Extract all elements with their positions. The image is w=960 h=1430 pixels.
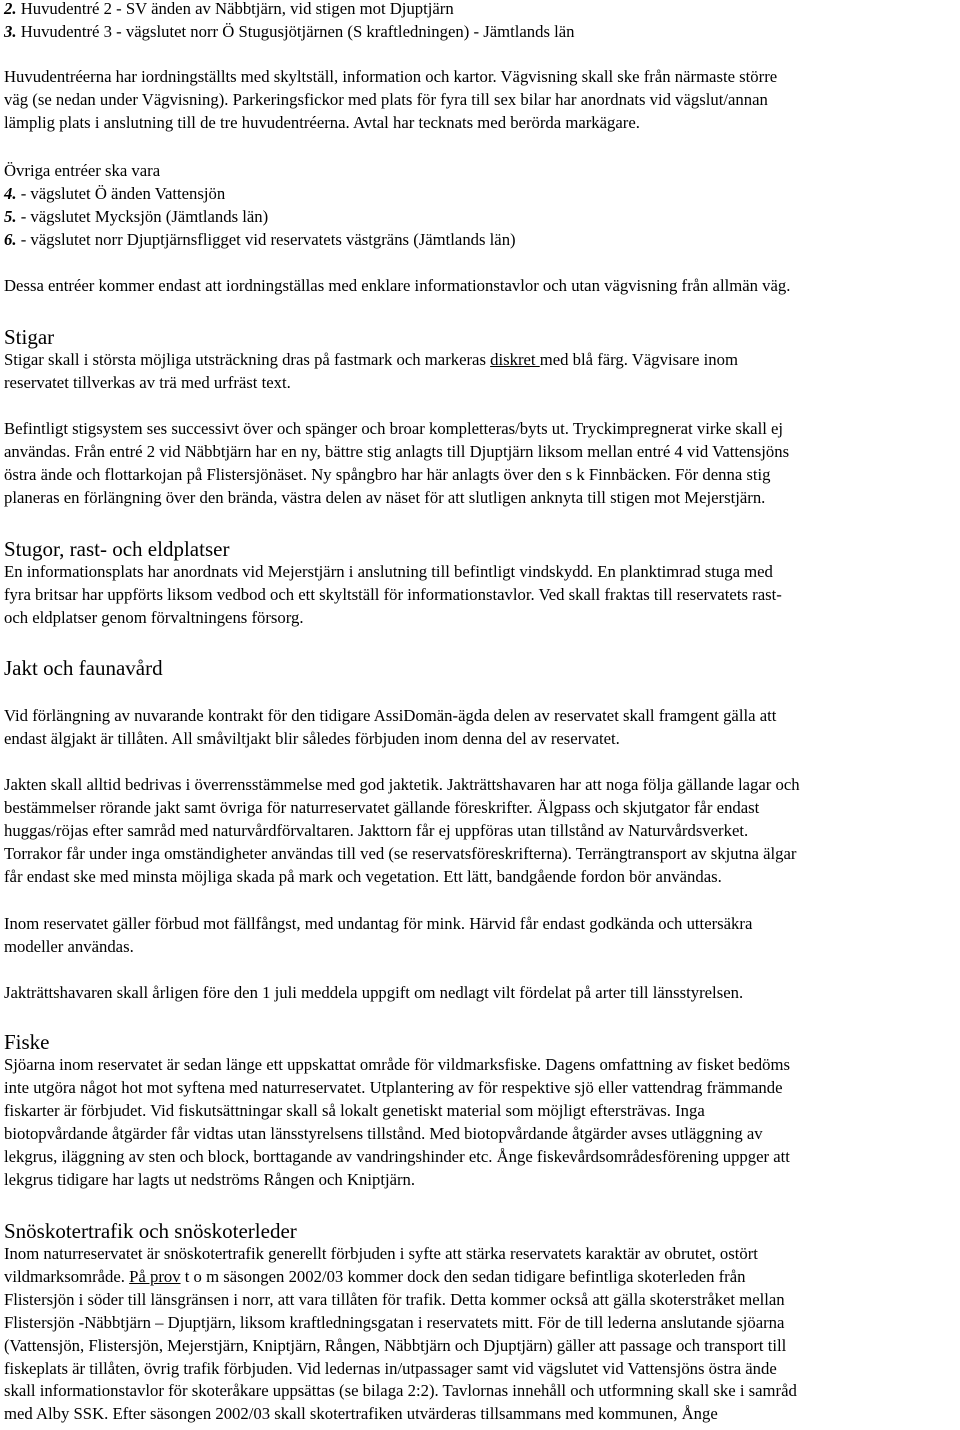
text-line: skall informationstavlor för skoteråkare uppsättas (se bilaga 2:2). Tavlornas innehåll och utformning skall ske i samråd: [4, 1381, 797, 1401]
text-line: huggas/röjas efter samråd med naturvårdförvaltaren. Jakttorn får ej uppföras utan tillstånd av Naturvårdsverket.: [4, 820, 749, 840]
text-line: Jakten skall alltid bedrivas i överrensstämmelse med god jaktetik. Jakträttshavaren har att noga följa gällande lagar och: [4, 775, 800, 794]
section-snoskoter: [4, 1219, 797, 1426]
text-line: Torrakor får under inga omständigheter användas till ved (se reservatsföreskrifterna). Terrängtransport av skjutna älgar: [4, 843, 797, 863]
list-item: 6. - vägslutet norr Djuptjärnsfligget vid reservatets västgräns (Jämtlands län): [4, 229, 516, 249]
list-item: 2. Huvudentré 2 - SV änden av Näbbtjärn, vid stigen mot Djuptjärn: [4, 0, 454, 18]
text-line: östra ände och flottarkojan på Flistersjönäset. Ny spångbro har här anlagts över den s k Finnbäcken. För denna stig: [4, 464, 771, 484]
list-item: 3. Huvudentré 3 - vägslutet norr Ö Stugusjötjärnen (S kraftledningen) - Jämtlands län: [4, 21, 575, 41]
text-line: Inom naturreservatet är snöskotertrafik generellt förbjuden i syfte att stärka reservatets karaktär av obrutet, ostört: [4, 1244, 758, 1263]
section-stigar: [4, 325, 738, 395]
text-line: och eldplatser genom förvaltningens försorg.: [4, 607, 304, 627]
text-line: Huvudentréerna har iordningställts med skyltställ, information och kartor. Vägvisning skall ske från närmaste större: [4, 67, 778, 86]
text-line: fyra britsar har uppförts liksom vedbod och ett skyltställ för informationstavlor. Ved skall fraktas till reservatets rast-: [4, 584, 782, 604]
text-line: inte utgöra något hot mot syftena med naturreservatet. Utplantering av för respektive sjö eller vattendrag främmande: [4, 1077, 783, 1097]
text-line: reservatet tillverkas av trä med urfräst text.: [4, 372, 291, 392]
text-line: Inom reservatet gäller förbud mot fällfångst, med undantag för mink. Härvid får endast godkända och uttersäkra: [4, 914, 753, 933]
text-line: bestämmelser rörande jakt samt övriga för naturreservatet gällande föreskrifter. Älgpass och skjutgator får endast: [4, 797, 760, 817]
section-stugor: [4, 537, 782, 630]
paragraph-jakt-4: Jakträttshavaren skall årligen före den 1 juli meddela uppgift om nedlagt vilt fördelat på arter till länsstyrelsen.: [4, 983, 744, 1002]
text-line: planeras en förlängning över den brända, västra delen av näset för att slutligen anknyta till stigen mot Mejerstjärn.: [4, 487, 766, 507]
text-line: Vid förlängning av nuvarande kontrakt för den tidigare AssiDomän-ägda delen av reservatet skall framgent gälla att: [4, 706, 777, 725]
section-heading: Stigar: [4, 325, 55, 349]
section-heading: Stugor, rast- och eldplatser: [4, 537, 230, 561]
text-line: lekgrus, iläggning av sten och block, borttagande av vandringshinder etc. Ånge fiskevårdsområdesförening uppger att: [4, 1146, 790, 1166]
text-line: vildmarksområde. På prov t o m säsongen 2002/03 kommer dock den sedan tidigare befintliga skoterleden från: [4, 1266, 746, 1286]
text-line: fiskeplats är tillåten, övrig trafik förbjuden. Vid ledernas in/utpassager samt vid vägslutet vid Vattensjöns östra ände: [4, 1358, 777, 1378]
list-item: 4. - vägslutet Ö änden Vattensjön: [4, 183, 226, 203]
text-line: med Alby SSK. Efter säsongen 2002/03 skall skotertrafiken utvärderas tillsammans med kommunen, Ånge: [4, 1404, 718, 1424]
text-line: får endast ske med minsta möjliga skada på mark och vegetation. Ett lätt, bandgående fordon bör användas.: [4, 866, 722, 886]
text-line: Stigar skall i största möjliga utsträckning dras på fastmark och markeras diskret med blå färg. Vägvisare inom: [4, 350, 738, 369]
text-line: fiskarter är förbjudet. Vid fiskutsättningar skall så lokalt genetiskt material som möjligt eftersträvas. Inga: [4, 1100, 705, 1120]
paragraph-stigsystem: [4, 418, 789, 510]
text-line: Befintligt stigsystem ses successivt över och spänger och broar kompletteras/byts ut. Tryckimpregnerat virke skall ej: [4, 419, 784, 438]
paragraph-jakt-2: [4, 774, 800, 889]
section-heading: Jakt och faunavård: [4, 656, 163, 680]
text-line: biotopvårdande åtgärder får vidtas utan länsstyrelsens tillstånd. Med biotopvårdande åtgärder avses utläggning av: [4, 1123, 763, 1143]
section-heading: Fiske: [4, 1030, 50, 1054]
paragraph-jakt-3: [4, 913, 752, 959]
text-line: Flistersjön i söder till länsgränsen i norr, att vara tillåten för trafik. Detta kommer också att gälla skoterstråket mellan: [4, 1289, 785, 1309]
paragraph-dessa: Dessa entréer kommer endast att iordningställas med enklare informationstavlor och utan vägvisning från allmän väg.: [4, 276, 791, 295]
text-line: En informationsplats har anordnats vid Mejerstjärn i anslutning till befintligt vindskydd. En planktimrad stuga med: [4, 562, 773, 581]
text-line: modeller användas.: [4, 936, 134, 956]
text-line: användas. Från entré 2 vid Näbbtjärn har en ny, bättre stig anlagts till Djuptjärn liksom mellan entré 4 vid Vattensjöns: [4, 441, 790, 461]
section-heading: Snöskotertrafik och snöskoterleder: [4, 1219, 297, 1243]
list-item: 5. - vägslutet Mycksjön (Jämtlands län): [4, 206, 269, 226]
other-entrances-heading: Övriga entréer ska vara: [4, 161, 161, 180]
text-line: Sjöarna inom reservatet är sedan länge ett uppskattat område för vildmarksfiske. Dagens omfattning av fisket bedöms: [4, 1055, 790, 1074]
text-line: Flistersjön -Näbbtjärn – Djuptjärn, liksom kraftledningsgatan i reservatets mitt. För de till lederna anslutande sjöarna: [4, 1312, 785, 1332]
section-jakt: [4, 656, 163, 680]
entrance-list: [4, 0, 575, 44]
text-line: endast älgjakt är tillåten. All småviltjakt blir således förbjuden inom denna del av reservatet.: [4, 728, 620, 748]
paragraph-jakt-1: [4, 705, 776, 751]
paragraph-huvudentreer: [4, 66, 777, 135]
section-fiske: [4, 1030, 790, 1191]
text-line: lämplig plats i anslutning till de tre huvudentréerna. Avtal har tecknats med berörda markägare.: [4, 112, 640, 132]
text-line: väg (se nedan under Vägvisning). Parkeringsfickor med plats för fyra till sex bilar har anordnats vid vägslut/annan: [4, 89, 768, 109]
other-entrances: [4, 160, 516, 252]
text-line: (Vattensjön, Flistersjön, Mejerstjärn, Kniptjärn, Rången, Näbbtjärn och Djuptjärn) gäller att passage och transport till: [4, 1335, 787, 1355]
text-line: lekgrus tidigare har lagts ut nedströms Rången och Kniptjärn.: [4, 1169, 416, 1189]
